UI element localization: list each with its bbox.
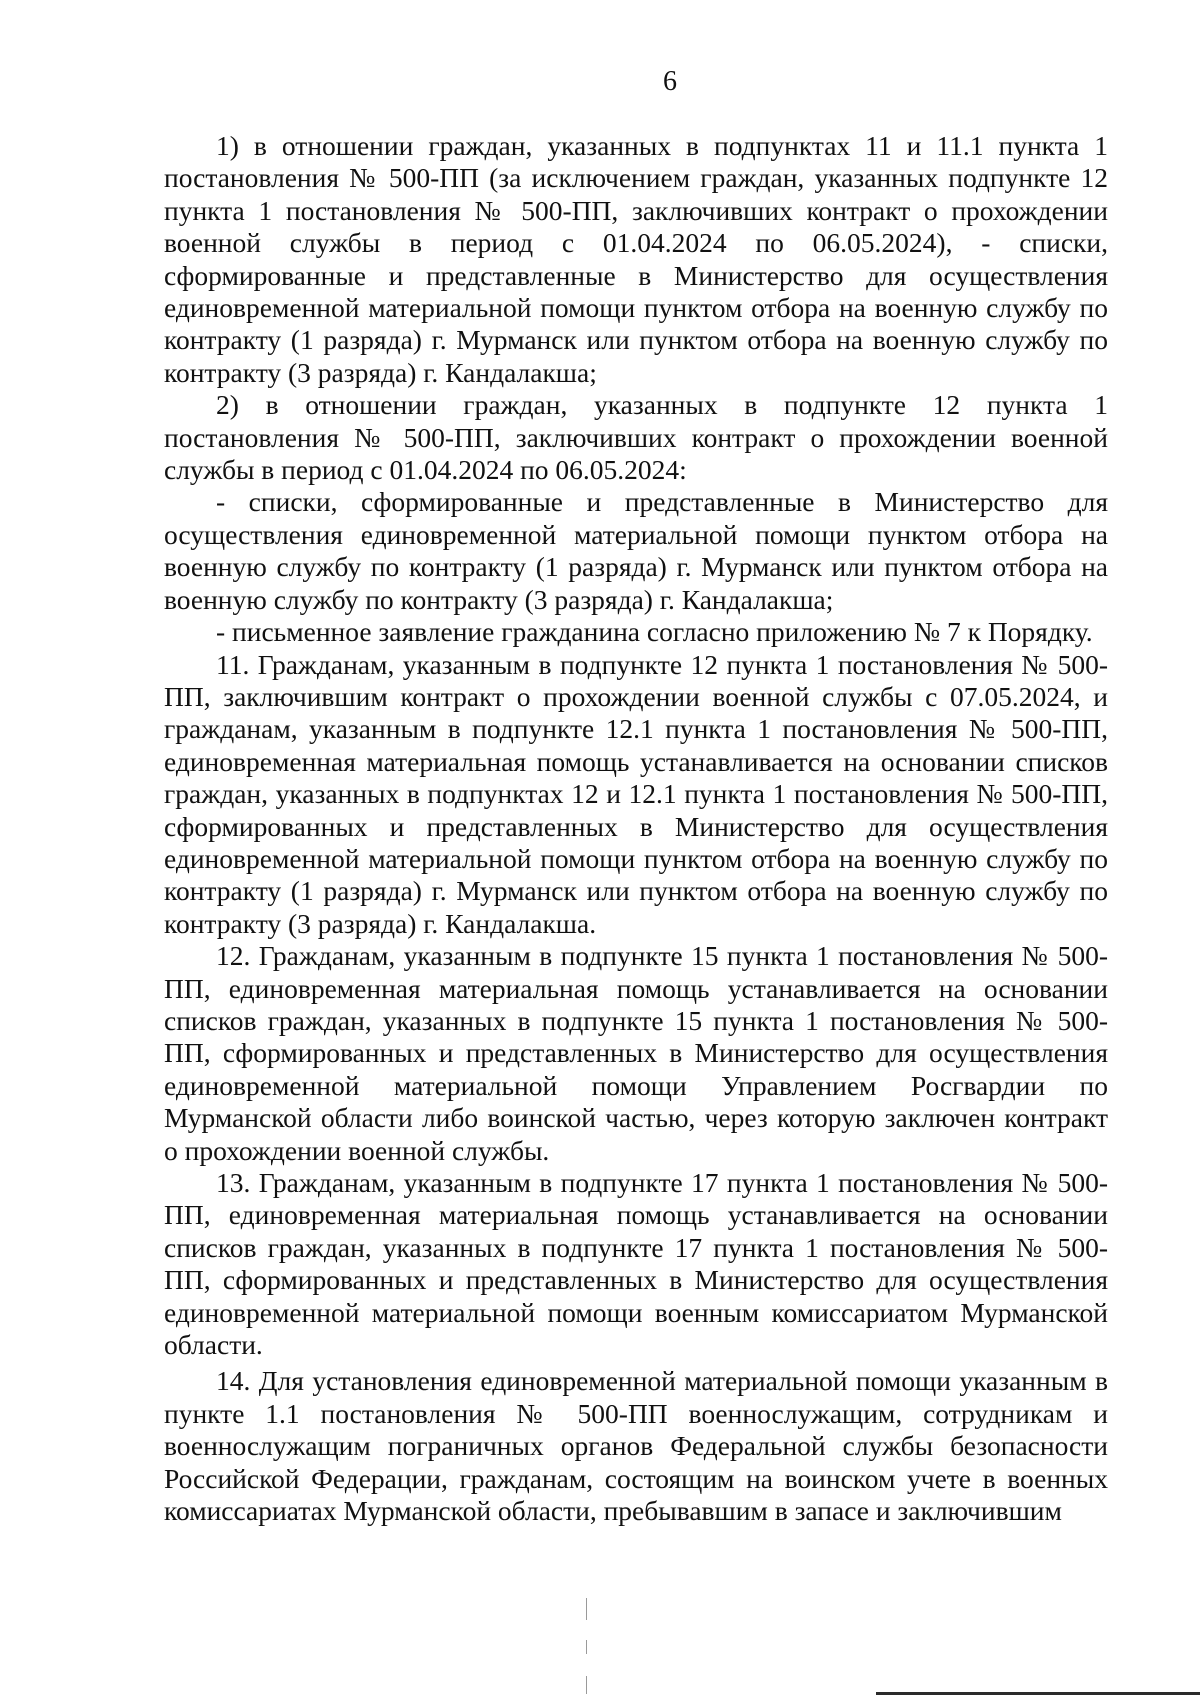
scan-artifact-mark: [586, 1640, 587, 1654]
paragraph-dash-lists: - списки, сформированные и представленные в Министерство для осуществления единовременной материальной помощи пунктом отбора на военную службу по контракту (1 разряда) г. Мурманск или пунктом отбора на военную службу по контракту (3 разряда) г. Кандалакша;: [164, 486, 1108, 615]
paragraph-item-1-lists: 1) в отношении граждан, указанных в подпунктах 11 и 11.1 пункта 1 постановления № 500-ПП (за исключением граждан, указанных подпункте 12 пункта 1 постановления № 500-ПП, заключивших контракт о прохождении военной службы в период с 01.04.2024 по 06.05.2024), - списки, сформированные и представленные в Министерство для осуществления единовременной материальной помощи пунктом отбора на военную службу по контракту (1 разряда) г. Мурманск или пунктом отбора на военную службу по контракту (3 разряда) г. Кандалакша;: [164, 130, 1108, 388]
paragraph-clause-13: 13. Гражданам, указанным в подпункте 17 пункта 1 постановления № 500-ПП, единовременная материальная помощь устанавливается на основании списков граждан, указанных в подпункте 17 пункта 1 постановления № 500-ПП, сформированных и представленных в Министерство для осуществления единовременной материальной помощи военным комиссариатом Мурманской области.: [164, 1167, 1108, 1361]
paragraph-item-2-contract-period: 2) в отношении граждан, указанных в подпункте 12 пункта 1 постановления № 500-ПП, заключивших контракт о прохождении военной службы в период с 01.04.2024 по 06.05.2024:: [164, 389, 1108, 486]
paragraph-clause-11: 11. Гражданам, указанным в подпункте 12 пункта 1 постановления № 500-ПП, заключившим контракт о прохождении военной службы с 07.05.2024, и гражданам, указанным в подпункте 12.1 пункта 1 постановления № 500-ПП, единовременная материальная помощь устанавливается на основании списков граждан, указанных в подпунктах 12 и 12.1 пункта 1 постановления № 500-ПП, сформированных и представленных в Министерство для осуществления единовременной материальной помощи пунктом отбора на военную службу по контракту (1 разряда) г. Мурманск или пунктом отбора на военную службу по контракту (3 разряда) г. Кандалакша.: [164, 648, 1108, 939]
scan-artifact-mark: [586, 1676, 587, 1694]
scan-artifact-mark: [586, 1598, 587, 1620]
bottom-edge-rule: [876, 1692, 1200, 1695]
paragraph-clause-14: 14. Для установления единовременной материальной помощи указанным в пункте 1.1 постановления № 500-ПП военнослужащим, сотрудникам и военнослужащим пограничных органов Федеральной службы безопасности Российской Федерации, гражданам, состоящим на воинском учете в военных комиссариатах Мурманской области, пребывавшим в запасе и заключившим: [164, 1365, 1108, 1527]
paragraph-dash-application: - письменное заявление гражданина согласно приложению № 7 к Порядку.: [216, 616, 1093, 648]
page-number: 6: [663, 66, 677, 97]
paragraph-clause-12: 12. Гражданам, указанным в подпункте 15 пункта 1 постановления № 500-ПП, единовременная материальная помощь устанавливается на основании списков граждан, указанных в подпункте 15 пункта 1 постановления № 500-ПП, сформированных и представленных в Министерство для осуществления единовременной материальной помощи Управлением Росгвардии по Мурманской области либо воинской частью, через которую заключен контракт о прохождении военной службы.: [164, 940, 1108, 1166]
document-body: [164, 130, 1108, 1527]
